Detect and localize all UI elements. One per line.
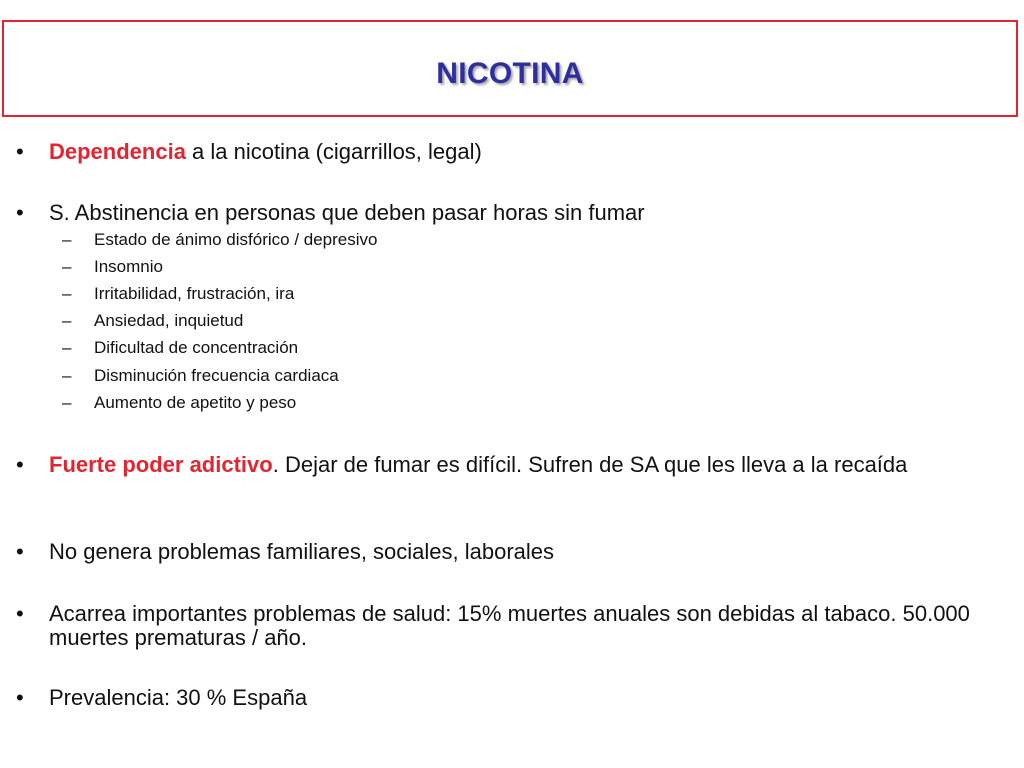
bullet-marker: •	[16, 139, 24, 164]
sub-item	[62, 257, 163, 277]
bullet-text: Acarrea importantes problemas de salud: 15% muertes anuales son debidas al tabaco. 50.000 muertes prematuras / año.	[49, 601, 970, 650]
bullet-text: No genera problemas familiares, sociales, laborales	[49, 539, 555, 564]
bullet-marker: •	[16, 452, 24, 477]
bullet-abstinencia	[16, 201, 1006, 225]
sub-item-text: Insomnio	[94, 257, 163, 276]
slide-title: NICOTINA	[436, 56, 584, 90]
sub-item	[62, 338, 298, 358]
bullet-marker: •	[16, 685, 24, 710]
sub-item-text: Irritabilidad, frustración, ira	[94, 284, 295, 303]
sub-marker: –	[62, 284, 72, 303]
sub-item	[62, 393, 296, 413]
sub-item	[62, 230, 378, 250]
bullet-marker: •	[16, 200, 24, 225]
bullet-prevalencia	[16, 686, 1006, 710]
bullet-body: a la nicotina (cigarrillos, legal)	[185, 139, 482, 164]
bullet-body: . Dejar de fumar es difícil. Sufren de SA que les lleva a la recaída	[272, 452, 908, 477]
bullet-marker: •	[16, 601, 24, 626]
bullet-text: Prevalencia: 30 % España	[49, 685, 308, 710]
bullet-salud	[16, 602, 1006, 650]
sub-item-text: Dificultad de concentración	[94, 338, 299, 357]
bullet-text: S. Abstinencia en personas que deben pasar horas sin fumar	[49, 200, 645, 225]
bullet-adictivo	[16, 453, 1006, 477]
sub-item-text: Disminución frecuencia cardiaca	[94, 366, 339, 385]
bullet-problemas	[16, 540, 1006, 564]
sub-marker: –	[62, 366, 72, 385]
bullet-marker: •	[16, 539, 24, 564]
sub-item-text: Estado de ánimo disfórico / depresivo	[94, 230, 378, 249]
sub-item-text: Ansiedad, inquietud	[94, 311, 244, 330]
sub-item	[62, 284, 294, 304]
sub-item	[62, 311, 243, 331]
sub-marker: –	[62, 393, 72, 412]
sub-marker: –	[62, 311, 72, 330]
sub-item-text: Aumento de apetito y peso	[94, 393, 297, 412]
bullet-text	[49, 453, 1006, 477]
sub-item	[62, 366, 339, 386]
sub-marker: –	[62, 338, 72, 357]
highlight-text: Dependencia	[49, 139, 186, 164]
sub-marker: –	[62, 230, 72, 249]
bullet-text	[49, 140, 1006, 164]
sub-marker: –	[62, 257, 72, 276]
highlight-text: Fuerte poder adictivo	[49, 452, 273, 477]
bullet-dependencia	[16, 140, 1006, 164]
